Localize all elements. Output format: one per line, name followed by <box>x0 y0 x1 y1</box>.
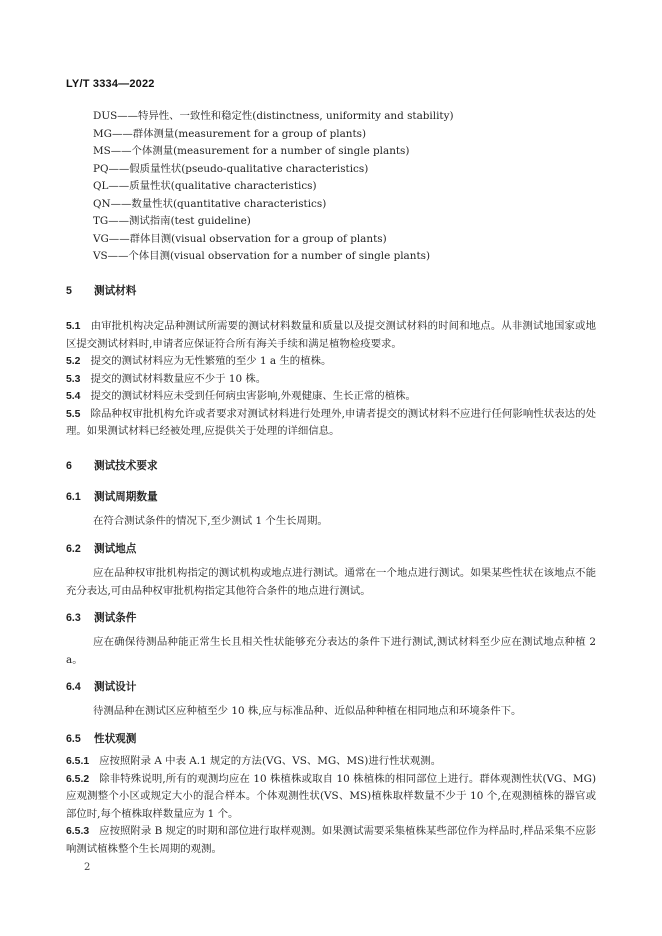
abbreviation-qn: QN——数量性状(quantitative characteristics) <box>93 197 327 210</box>
clause-6-5-3 <box>66 823 596 858</box>
section-title: 测试技术要求 <box>94 460 158 472</box>
section-number: 6.3 <box>66 612 81 624</box>
section-6-3-text: 应在确保待测品种能正常生长且相关性状能够充分表达的条件下进行测试,测试材料至少应在测试地点种植 2 a。 <box>66 636 596 666</box>
section-number: 6.1 <box>66 491 81 503</box>
clause-5-4 <box>66 388 596 406</box>
abbreviation-tg: TG——测试指南(test guideline) <box>93 215 251 227</box>
abbreviation-mg: MG——群体测量(measurement for a group of plants) <box>93 127 367 140</box>
clause-5-3 <box>66 371 596 389</box>
section-title: 测试条件 <box>94 612 137 624</box>
abbreviation-vg: VG——群体目测(visual observation for a group of plants) <box>93 232 387 245</box>
clause-text: 由审批机构决定品种测试所需要的测试材料数量和质量以及提交测试材料的时间和地点。从非测试地国家或地区提交测试材料时,申请者应保证符合所有海关手续和满足植物检疫要求。 <box>66 320 596 350</box>
clause-6-5-1 <box>66 753 596 771</box>
section-number: 6 <box>66 460 72 472</box>
abbreviation-pq: PQ——假质量性状(pseudo-qualitative characteristics) <box>93 162 369 175</box>
section-number: 6.4 <box>66 681 81 693</box>
section-6-1-heading <box>66 489 158 504</box>
abbreviation-ql: QL——质量性状(qualitative characteristics) <box>93 180 317 192</box>
section-title: 测试设计 <box>94 681 137 693</box>
section-title: 测试材料 <box>94 285 137 297</box>
section-number: 5 <box>66 285 72 297</box>
clause-number: 6.5.2 <box>66 773 90 785</box>
clause-text: 除品种权审批机构允许或者要求对测试材料进行处理外,申请者提交的测试材料不应进行任何影响性状表达的处理。如果测试材料已经被处理,应提供关于处理的详细信息。 <box>66 407 596 437</box>
section-number: 6.2 <box>66 543 81 555</box>
clause-text: 除非特殊说明,所有的观测均应在 10 株植株或取自 10 株植株的相同部位上进行。群体观测性状(VG、MG)应观测整个小区或规定大小的混合样本。个体观测性状(VS、MS)植株取样数量不少于 10 个,在观测植株的器官或部位时,每个植株取样数量应为 1 个。 <box>66 772 596 820</box>
clause-number: 5.4 <box>66 391 81 402</box>
clause-5-1 <box>66 318 596 353</box>
clause-number: 5.5 <box>66 408 81 420</box>
clause-5-5 <box>66 406 596 441</box>
clause-number: 5.2 <box>66 356 81 367</box>
section-5-heading <box>66 283 136 298</box>
section-6-3-heading <box>66 610 136 625</box>
section-6-1-text: 在符合测试条件的情况下,至少测试 1 个生长周期。 <box>93 515 328 527</box>
section-6-4-heading <box>66 679 136 694</box>
section-title: 性状观测 <box>94 733 137 745</box>
clause-text: 提交的测试材料应未受到任何病虫害影响,外观健康、生长正常的植株。 <box>90 390 416 402</box>
abbreviation-dus: DUS——特异性、一致性和稳定性(distinctness, uniformity and stability) <box>93 110 454 122</box>
document-header: LY/T 3334—2022 <box>66 78 155 90</box>
section-number: 6.5 <box>66 733 81 745</box>
clause-text: 提交的测试材料数量应不少于 10 株。 <box>90 372 267 385</box>
section-6-5-heading <box>66 731 136 746</box>
clause-number: 5.1 <box>66 321 81 332</box>
clause-text: 应按照附录 B 规定的时期和部位进行取样观测。如果测试需要采集植株某些部位作为样品时,样品采集不应影响测试植株整个生长周期的观测。 <box>66 825 596 855</box>
section-6-2-text: 应在品种权审批机构指定的测试机构或地点进行测试。通常在一个地点进行测试。如果某些性状在该地点不能充分表达,可由品种权审批机构指定其他符合条件的地点进行测试。 <box>66 567 596 597</box>
clause-number: 6.5.1 <box>66 756 90 767</box>
clause-text: 应按照附录 A 中表 A.1 规定的方法(VG、VS、MG、MS)进行性状观测。 <box>99 755 442 767</box>
section-title: 测试地点 <box>94 543 137 555</box>
clause-number: 6.5.3 <box>66 826 90 837</box>
section-6-4-text: 待测品种在测试区应种植至少 10 株,应与标准品种、近似品种种植在相同地点和环境条件下。 <box>93 705 522 717</box>
abbreviation-vs: VS——个体目测(visual observation for a number of single plants) <box>93 250 431 262</box>
clause-text: 提交的测试材料应为无性繁殖的至少 1 a 生的植株。 <box>90 355 332 367</box>
section-6-2-heading <box>66 541 136 556</box>
abbreviation-ms: MS——个体测量(measurement for a number of single plants) <box>93 145 410 157</box>
page-number: 2 <box>84 862 91 873</box>
section-6-heading <box>66 458 158 473</box>
section-title: 测试周期数量 <box>94 491 158 503</box>
clause-number: 5.3 <box>66 373 81 385</box>
clause-5-2 <box>66 353 596 371</box>
clause-6-5-2 <box>66 771 596 824</box>
